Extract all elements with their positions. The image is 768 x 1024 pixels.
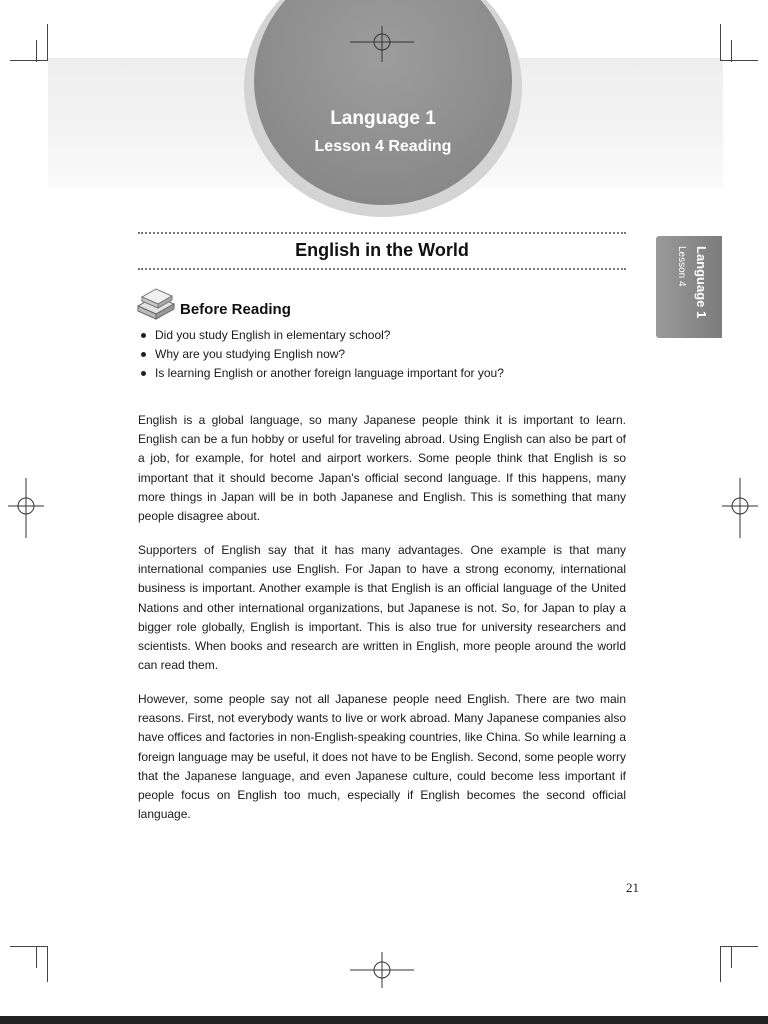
question-list [138, 326, 504, 383]
before-reading-heading: Before Reading [180, 301, 291, 318]
book-icon [134, 284, 178, 324]
list-item: Did you study English in elementary school? [138, 326, 504, 345]
paragraph-2: Supporters of English say that it has many advantages. One example is that many international companies use English. For Japan to have a strong economy, international business is important. Another example is that English is an official language of the United Nations and other international organizations, but Japanese is not. So, for Japan to play a bigger role globally, English is important. This is also true for university researchers and scientists. When books and research are written in English, more people around the world can read them. [138, 543, 626, 673]
scan-edge [0, 1016, 768, 1024]
registration-mark-left [8, 478, 44, 538]
registration-mark-bottom [350, 952, 414, 988]
registration-mark-top [350, 26, 414, 62]
paragraph-1: English is a global language, so many Japanese people think it is important to learn. English can be a fun hobby or useful for traveling abroad. Using English can also be part of a job, for example, for hotel and airport workers. Some people think that English is so important that it should become Japan's official second language. If this happens, many more things in Japan will be in both Japanese and English. This is something that many people disagree about. [138, 413, 626, 524]
lesson-title: Lesson 4 Reading [314, 138, 452, 155]
side-tab-lesson: Lesson 4 [676, 246, 687, 287]
list-item: Why are you studying English now? [138, 345, 504, 364]
registration-mark-right [722, 478, 758, 538]
side-tab [656, 236, 722, 338]
side-tab-section: Language 1 [694, 246, 709, 319]
paragraph-3: However, some people say not all Japanese people need English. There are two main reasons. First, not everybody wants to live or work abroad. Many Japanese companies also have offices and factories in non-English-speaking countries, like China. So while learning a foreign language may be useful, it does not have to be English. Second, some people worry that the Japanese language, and even Japanese culture, could become less important if people focus on English too much, especially if English becomes the second official language. [138, 692, 626, 822]
title-divider-bottom [138, 268, 626, 270]
section-title: Language 1 [330, 108, 436, 129]
page-number: 21 [626, 880, 639, 895]
list-item: Is learning English or another foreign language important for you? [138, 364, 504, 383]
article-title: English in the World [295, 240, 469, 260]
title-divider-top [138, 232, 626, 234]
